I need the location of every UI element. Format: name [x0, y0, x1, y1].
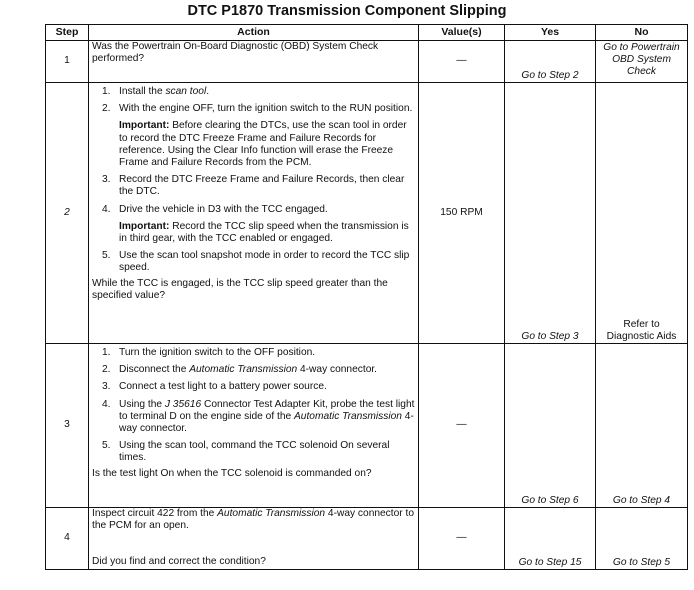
action-cell — [89, 508, 419, 570]
no-cell: Refer to Diagnostic Aids — [596, 83, 688, 344]
step-number: 1 — [46, 41, 89, 83]
list-item: 4. Using the J 35616 Connector Test Adapter Kit, probe the test light to terminal D on the engine side of the Automatic Transmission 4-way connector. — [102, 398, 415, 435]
header-values: Value(s) — [419, 25, 505, 41]
action-cell — [89, 41, 419, 83]
action-cell — [89, 344, 419, 508]
list-item: 5. Using the scan tool, command the TCC solenoid On several times. — [102, 440, 390, 464]
table-row — [46, 83, 688, 344]
table-header-row — [46, 25, 688, 41]
action-question: While the TCC is engaged, is the TCC slip speed greater than the specified value? — [92, 277, 388, 301]
yes-cell: Go to Step 3 — [505, 83, 596, 344]
value-cell: — — [419, 508, 505, 570]
table-row — [46, 508, 688, 570]
action-question: Was the Powertrain On-Board Diagnostic (OBD) System Check performed? — [92, 41, 379, 65]
yes-cell: Go to Step 2 — [505, 41, 596, 83]
diagnostic-table — [45, 24, 688, 570]
value-cell: — — [419, 344, 505, 508]
list-item: 4. Drive the vehicle in D3 with the TCC engaged. — [102, 203, 328, 215]
action-instruction: Inspect circuit 422 from the Automatic Transmission 4-way connector to the PCM for an open. — [92, 508, 414, 532]
header-yes: Yes — [505, 25, 596, 41]
list-item: 1. Turn the ignition switch to the OFF position. — [102, 347, 316, 358]
value-cell: 150 RPM — [419, 83, 505, 344]
step-number: 3 — [46, 344, 89, 508]
yes-cell: Go to Step 6 — [505, 344, 596, 508]
step-number: 4 — [46, 508, 89, 570]
list-item: 1. Install the scan tool. — [102, 86, 210, 97]
no-cell: Go to Step 4 — [596, 344, 688, 508]
action-cell — [89, 83, 419, 344]
value-cell: — — [419, 41, 505, 83]
list-item: 3. Record the DTC Freeze Frame and Failure Records, then clear the DTC. — [102, 174, 405, 198]
no-cell: Go to Step 5 — [596, 508, 688, 570]
list-item: 2. Disconnect the Automatic Transmission 4-way connector. — [102, 364, 378, 376]
list-item: 3. Connect a test light to a battery power source. — [102, 381, 327, 393]
table-row — [46, 344, 688, 508]
step-number: 2 — [46, 83, 89, 344]
list-item: 5. Use the scan tool snapshot mode in order to record the TCC slip speed. — [102, 250, 410, 274]
table-row — [46, 41, 688, 83]
important-note: Important: Before clearing the DTCs, use the scan tool in order to record the DTC Freeze Frame and Failure Records for reference. Using the Clear Info function will erase the Freeze Frame and Failure Records from the PCM. — [119, 120, 407, 169]
yes-cell: Go to Step 15 — [505, 508, 596, 570]
page-title: DTC P1870 Transmission Component Slipping — [187, 3, 507, 19]
action-question: Is the test light On when the TCC solenoid is commanded on? — [92, 467, 372, 479]
header-action: Action — [89, 25, 419, 41]
header-step: Step — [46, 25, 89, 41]
list-item: 2. With the engine OFF, turn the ignition switch to the RUN position. — [102, 103, 413, 115]
important-note: Important: Record the TCC slip speed when the transmission is in third gear, with the TCC enabled or engaged. — [119, 220, 409, 245]
action-question: Did you find and correct the condition? — [92, 555, 266, 567]
header-no: No — [596, 25, 688, 41]
no-cell: Go to Powertrain OBD System Check — [596, 41, 688, 83]
